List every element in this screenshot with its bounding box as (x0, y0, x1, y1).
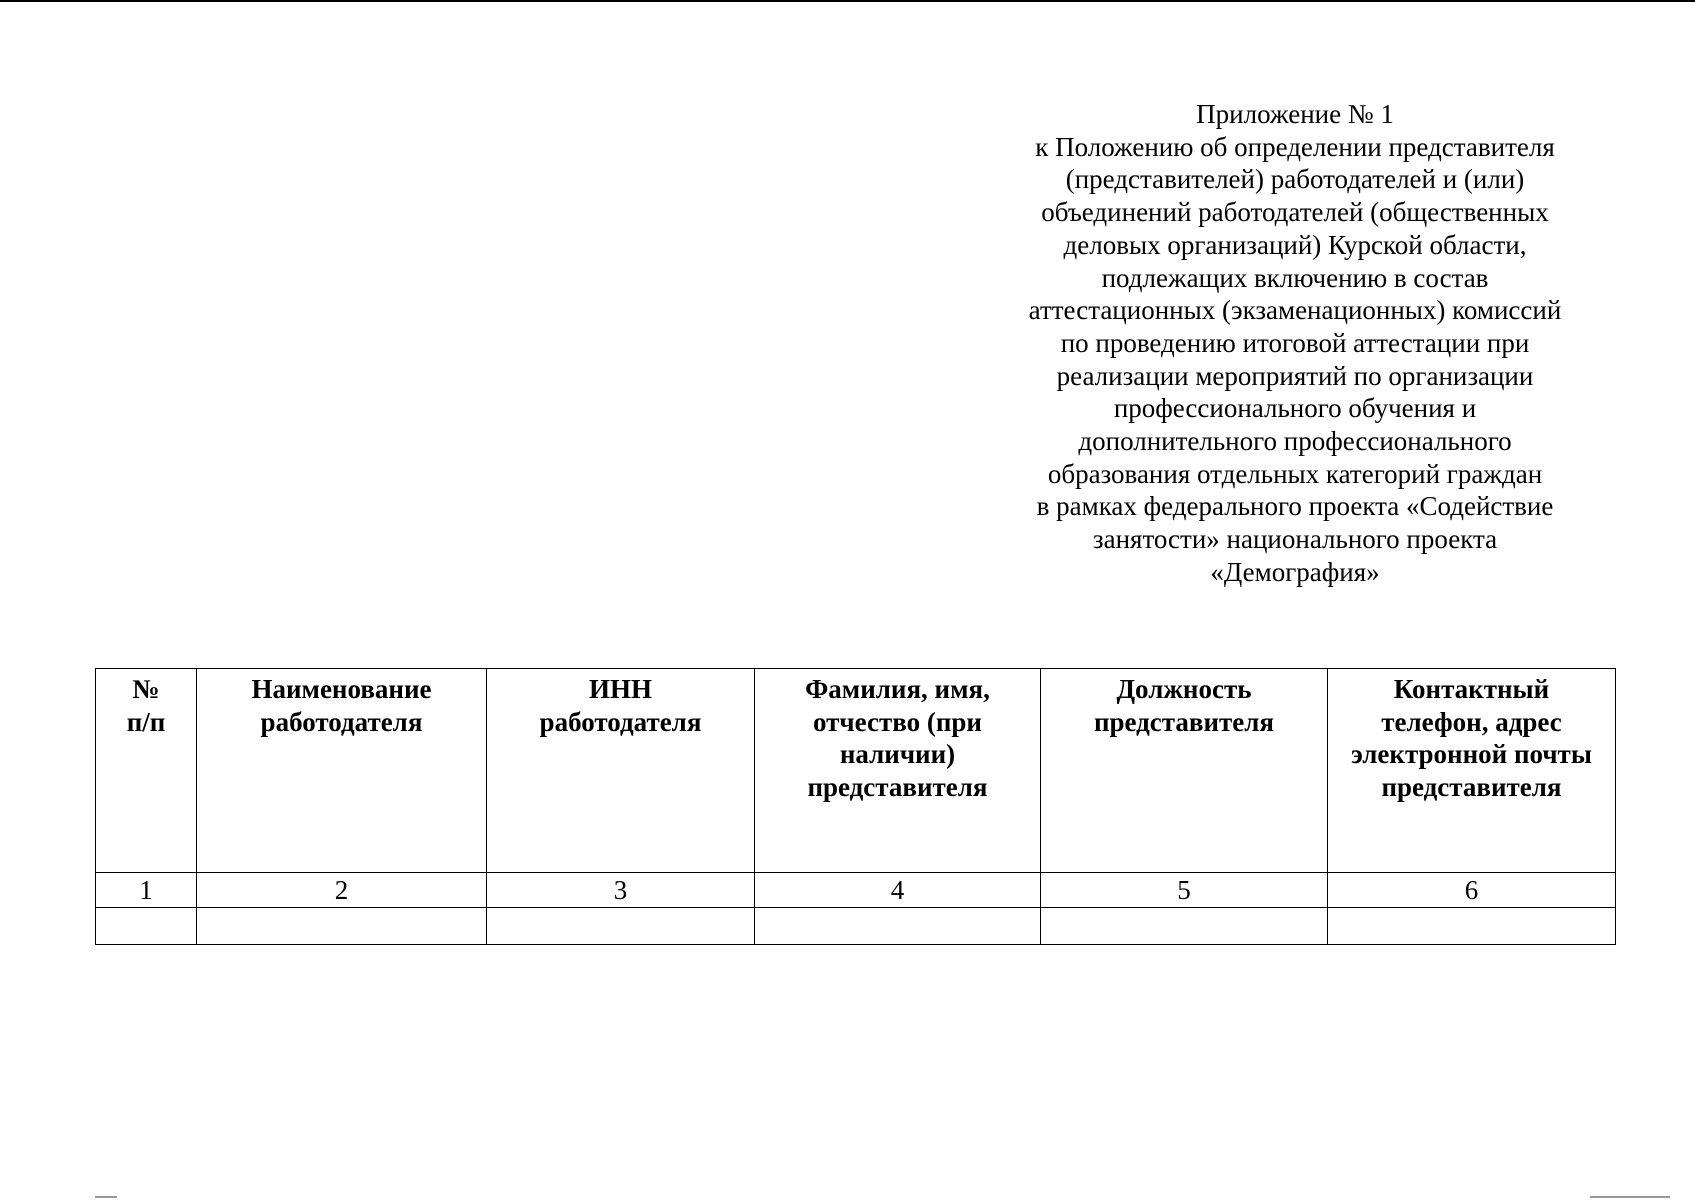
appendix-title: Приложение № 1 (1196, 99, 1394, 129)
empty-cell (755, 908, 1041, 945)
top-border-line (0, 0, 1695, 2)
table-header-row (96, 669, 1616, 873)
column-number-cell: 2 (197, 873, 487, 908)
header-representative-position: Должность представителя (1041, 669, 1328, 873)
empty-cell (487, 908, 755, 945)
appendix-text-line: в рамках федерального проекта «Содействие (1036, 491, 1554, 522)
empty-cell (96, 908, 197, 945)
bottom-right-scan-mark (1590, 1196, 1670, 1198)
appendix-text-line: по проведению итоговой аттестации при (1060, 327, 1530, 358)
appendix-heading (995, 98, 1595, 589)
empty-cell (1041, 908, 1328, 945)
column-number-row (96, 873, 1616, 908)
appendix-text-line: профессионального обучения и (1113, 393, 1477, 424)
column-number-cell: 6 (1328, 873, 1616, 908)
appendix-text-line: аттестационных (экзаменационных) комиссий (1028, 295, 1562, 326)
header-employer-inn: ИНН работодателя (487, 669, 755, 873)
appendix-text-line: дополнительного профессионального (1078, 426, 1512, 457)
column-number-cell: 4 (755, 873, 1041, 908)
header-number: № п/п (96, 669, 197, 873)
column-number-cell: 1 (96, 873, 197, 908)
header-contact-info: Контактный телефон, адрес электронной почты представителя (1328, 669, 1616, 873)
appendix-text-line: деловых организаций) Курской области, (1063, 229, 1527, 260)
header-employer-name: Наименование работодателя (197, 669, 487, 873)
header-representative-name: Фамилия, имя, отчество (при наличии) представителя (755, 669, 1041, 873)
bottom-left-scan-mark (95, 1196, 117, 1198)
appendix-text-line: реализации мероприятий по организации (1056, 360, 1534, 391)
column-number-cell: 5 (1041, 873, 1328, 908)
empty-data-row (96, 908, 1616, 945)
appendix-text-line: образования отдельных категорий граждан (1047, 458, 1543, 489)
appendix-text-line: объединений работодателей (общественных (1041, 197, 1549, 228)
appendix-text-line: занятости» национального проекта (1092, 524, 1498, 555)
appendix-text-line: к Положению об определении представителя (1035, 131, 1555, 162)
appendix-text-line: подлежащих включению в состав (1101, 262, 1489, 293)
empty-cell (197, 908, 487, 945)
empty-cell (1328, 908, 1616, 945)
column-number-cell: 3 (487, 873, 755, 908)
appendix-text-line: (представителей) работодателей и (или) (1065, 164, 1525, 195)
appendix-text-line: «Демография» (1210, 556, 1380, 587)
representatives-table (95, 668, 1616, 945)
